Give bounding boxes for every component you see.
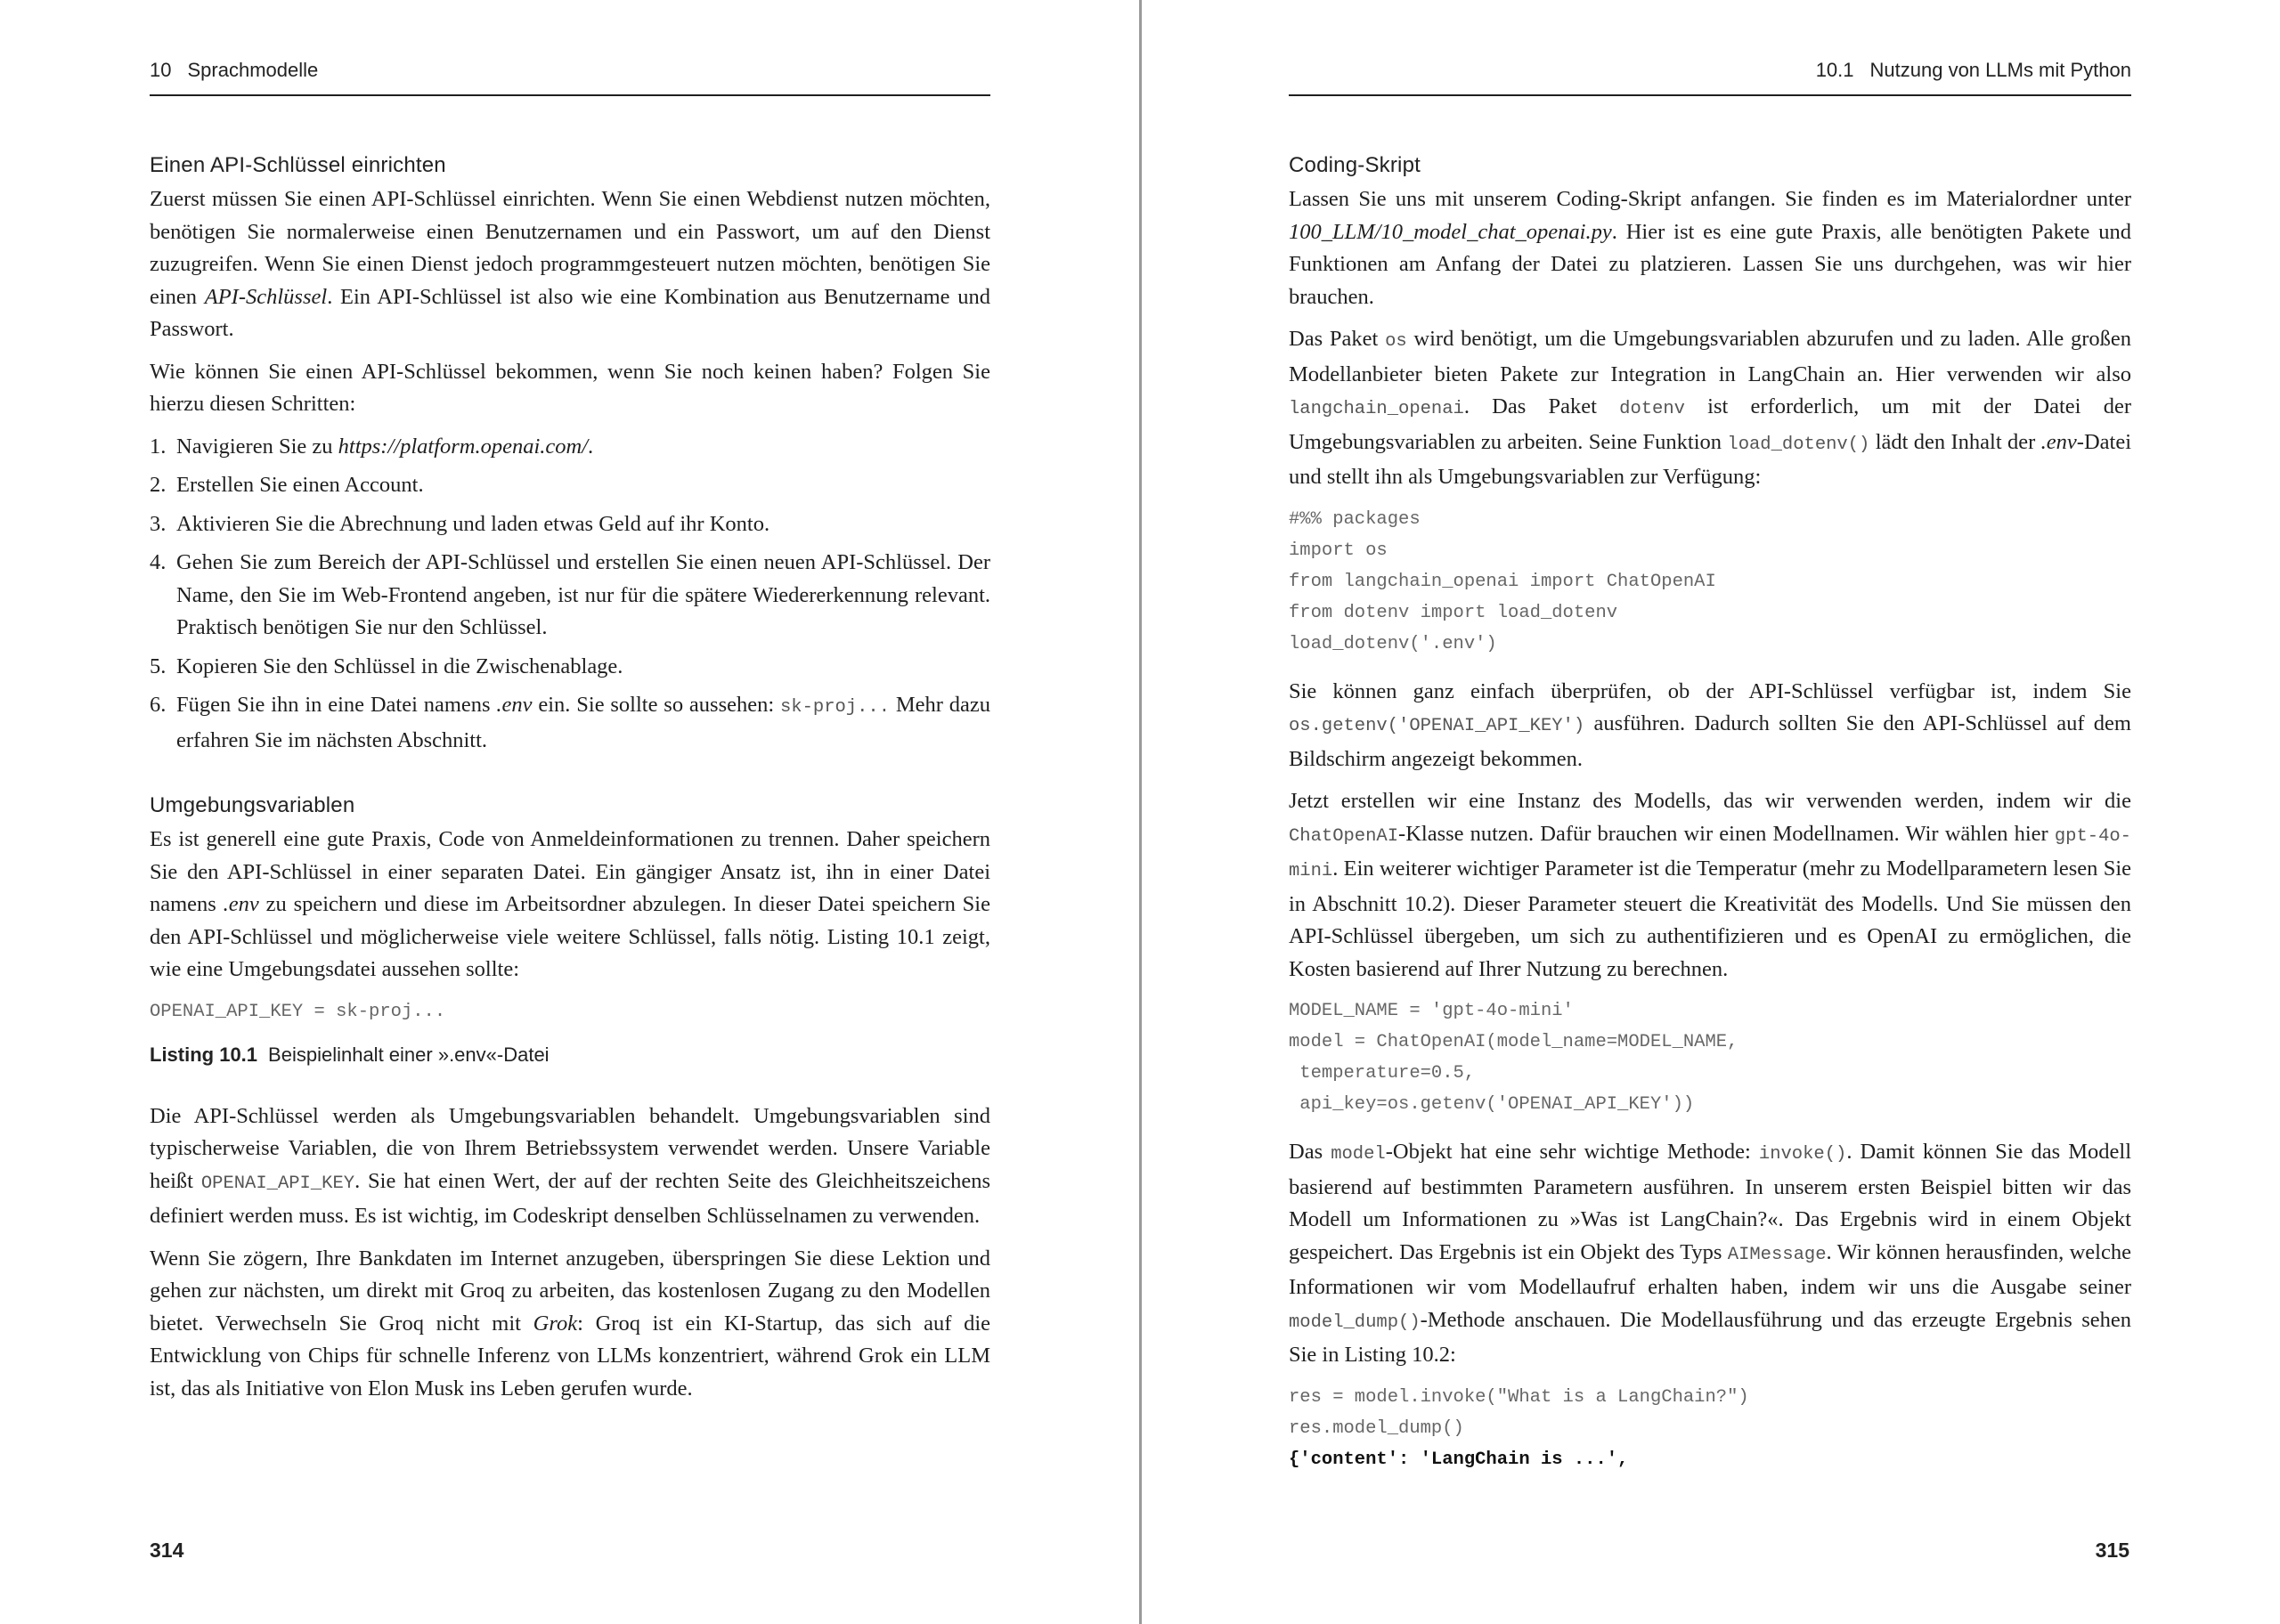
paragraph: Es ist generell eine gute Praxis, Code von Anmeldeinformationen zu trennen. Daher speichern Sie den API-Schlüssel in einer separaten Datei. Ein gängiger Ansatz ist, ihn in einer Datei namens .env zu speichern und diese im Arbeitsordner abzulegen. In dieser Datei speichern Sie den API-Schlüssel und möglicherweise viele weitere Schlüssel, falls nötig. Listing 10.1 zeigt, wie eine Umgebungsdatei aussehen sollte: bbox=[150, 827, 990, 981]
paragraph: Wenn Sie zögern, Ihre Bankdaten im Internet anzugeben, überspringen Sie diese Lektion und gehen zur nächsten, um direkt mit Groq zu arbeiten, das kostenlosen Zugang zu den Modellen bietet. Verwechseln Sie Groq nicht mit Grok: Groq ist ein KI-Startup, das sich auf die Entwicklung von Chips für schnelle Inferenz von LLMs konzentriert, während Grok ein LLM ist, das als Initiative von Elon Musk ins Leben gerufen wurde. bbox=[150, 1246, 991, 1401]
paragraph: Das model-Objekt hat eine sehr wichtige Methode: invoke(). Damit können Sie das Modell basierend auf bestimmten Parametern ausführen. In unserem ersten Beispiel bitten wir das Modell um Informationen zu »Was ist LangChain?«. Das Ergebnis wird in einem Objekt gespeichert. Das Ergebnis ist ein Objekt des Typs AIMessage. Wir können herausfinden, welche Informationen wir vom Modellaufruf erhalten haben, indem wir uns die Ausgabe seiner model_dump()-Methode anschauen. Die Modellausführung und das erzeugte Ergebnis sehen Sie in Listing 10.2: bbox=[1289, 1140, 2131, 1367]
paragraph: Zuerst müssen Sie einen API-Schlüssel einrichten. Wenn Sie einen Webdienst nutzen möchten, benötigen Sie normalerweise einen Benutzernamen und ein Passwort, um auf den Dienst zuzugreifen. Wenn Sie einen Dienst jedoch programmgesteuert nutzen möchten, benötigen Sie einen API-Schlüssel. Ein API-Schlüssel ist also wie eine Kombination aus Benutzername und Passwort. bbox=[150, 187, 990, 341]
list-item: 3. Aktivieren Sie die Abrechnung und laden etwas Geld auf ihr Konto. bbox=[150, 511, 770, 536]
paragraph: Wie können Sie einen API-Schlüssel bekommen, wenn Sie noch keinen haben? Folgen Sie hierzu diesen Schritten: bbox=[150, 359, 990, 416]
paragraph: Jetzt erstellen wir eine Instanz des Modells, das wir verwenden werden, indem wir die ChatOpenAI-Klasse nutzen. Dafür brauchen wir einen Modellnamen. Wir wählen hier gpt-4o-mini. Ein weiterer wichtiger Parameter ist die Temperatur (mehr zu Modellparametern lesen Sie in Abschnitt 10.2). Dieser Parameter steuert die Kreativität des Modells. Und Sie müssen den API-Schlüssel übergeben, um sich zu authentifizieren und es OpenAI zu ermöglichen, die Kosten basierend auf Ihrer Nutzung zu berechnen. bbox=[1289, 789, 2131, 981]
running-header bbox=[150, 59, 990, 96]
section-heading-coding-script: Coding-Skript bbox=[1289, 153, 1421, 177]
right-text-column bbox=[1289, 153, 2131, 1491]
page-number: 315 bbox=[2095, 1539, 2129, 1562]
list-item: 5. Kopieren Sie den Schlüssel in die Zwischenablage. bbox=[150, 654, 623, 678]
chapter-number: 10 bbox=[150, 59, 172, 81]
section-number: 10.1 bbox=[1815, 59, 1854, 81]
code-block: MODEL_NAME = 'gpt-4o-mini' model = ChatOpenAI(model_name=MODEL_NAME, temperature=0.5, api_key=os.getenv('OPENAI_API_KEY')) bbox=[1289, 1001, 1738, 1115]
list-item: 6. Fügen Sie ihn in eine Datei namens .env ein. Sie sollte so aussehen: sk-proj... Mehr dazu erfahren Sie im nächsten Abschnitt. bbox=[150, 693, 991, 752]
paragraph: Lassen Sie uns mit unserem Coding-Skript anfangen. Sie finden es im Materialordner unter 100_LLM/10_model_chat_openai.py. Hier ist es eine gute Praxis, alle benötigten Pakete und Funktionen am Anfang der Datei zu platzieren. Lassen Sie uns durchgehen, was wir hier brauchen. bbox=[1289, 187, 2131, 309]
paragraph: Sie können ganz einfach überprüfen, ob der API-Schlüssel verfügbar ist, indem Sie os.getenv('OPENAI_API_KEY') ausführen. Dadurch sollten Sie den API-Schlüssel auf dem Bildschirm angezeigt bekommen. bbox=[1289, 678, 2131, 771]
list-item: 1. Navigieren Sie zu https://platform.openai.com/. bbox=[150, 434, 594, 459]
list-item: 2. Erstellen Sie einen Account. bbox=[150, 473, 424, 497]
section-heading-env-vars: Umgebungsvariablen bbox=[150, 793, 355, 817]
left-page bbox=[0, 0, 1139, 1624]
code-block: res = model.invoke("What is a LangChain?") res.model_dump() {'content': 'LangChain is ...', bbox=[1289, 1386, 1749, 1470]
section-title: Nutzung von LLMs mit Python bbox=[1869, 59, 2131, 81]
listing-caption: Listing 10.1 Beispielinhalt einer ».env«-Datei bbox=[150, 1043, 550, 1066]
section-heading-api-key: Einen API-Schlüssel einrichten bbox=[150, 153, 446, 177]
left-text-column bbox=[150, 153, 990, 1415]
code-block: OPENAI_API_KEY = sk-proj... bbox=[150, 1001, 446, 1022]
paragraph: Die API-Schlüssel werden als Umgebungsvariablen behandelt. Umgebungsvariablen sind typischerweise Variablen, die von Ihrem Betriebssystem verwendet werden. Unsere Variable heißt OPENAI_API_KEY. Sie hat einen Wert, der auf der rechten Seite des Gleichheitszeichens definiert werden muss. Es ist wichtig, im Codeskript denselben Schlüsselnamen zu verwenden. bbox=[150, 1103, 990, 1228]
link-url[interactable]: https://platform.openai.com/ bbox=[338, 434, 589, 459]
chapter-title: Sprachmodelle bbox=[187, 59, 319, 81]
paragraph: Das Paket os wird benötigt, um die Umgebungsvariablen abzurufen und zu laden. Alle großen Modellanbieter bieten Pakete zur Integration in LangChain an. Hier verwenden wir also langchain_openai. Das Paket dotenv ist erforderlich, um mit der Datei der Umgebungsvariablen zu arbeiten. Seine Funktion load_dotenv() lädt den Inhalt der .env-Datei und stellt ihn als Umgebungsvariablen zur Verfügung: bbox=[1289, 327, 2132, 489]
list-item: 4. Gehen Sie zum Bereich der API-Schlüssel und erstellen Sie einen neuen API-Schlüssel. Der Name, den Sie im Web-Frontend angeben, ist nur für die spätere Wiedererkennung relevant. Praktisch benötigen Sie nur den Schlüssel. bbox=[150, 550, 990, 639]
running-header bbox=[1289, 59, 2131, 96]
right-page bbox=[1142, 0, 2280, 1624]
code-block: #%% packages import os from langchain_openai import ChatOpenAI from dotenv import load_dotenv load_dotenv('.env') bbox=[1289, 508, 1716, 654]
page-number: 314 bbox=[150, 1539, 184, 1562]
steps-list bbox=[150, 431, 990, 758]
